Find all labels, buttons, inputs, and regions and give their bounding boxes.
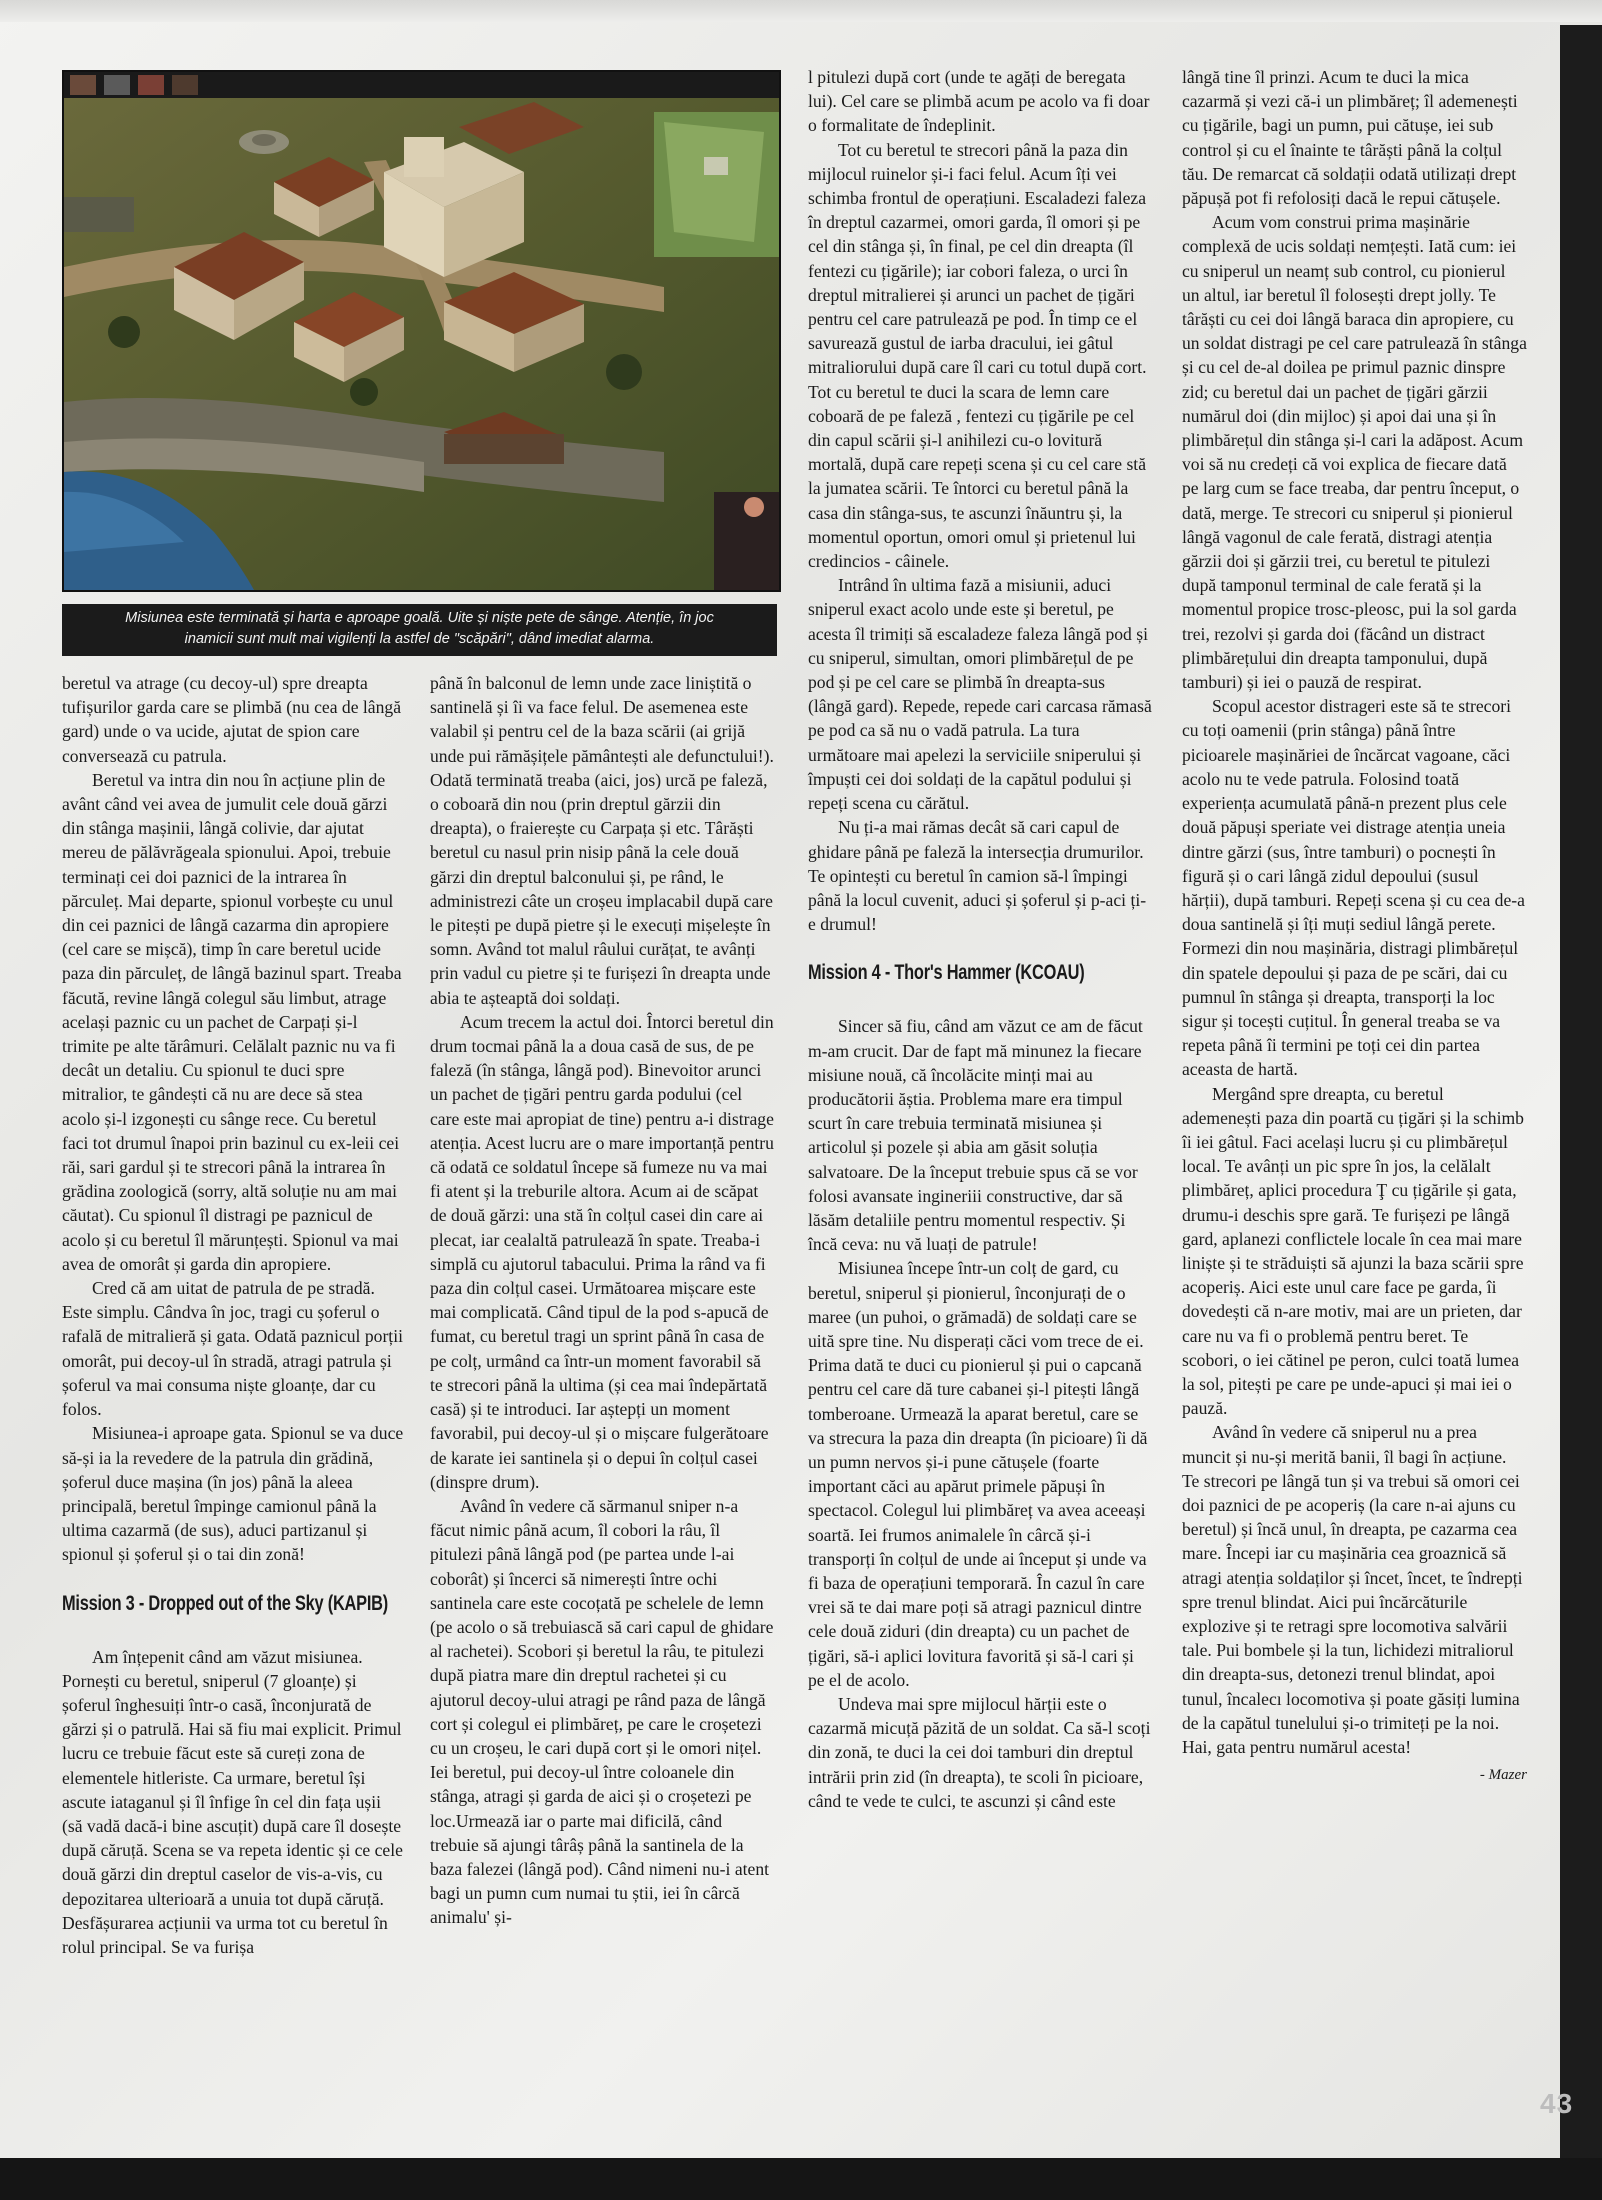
- text-column-1: [62, 671, 404, 1959]
- paragraph: Undeva mai spre mijlocul hărții este o cazarmă micuță păzită de un soldat. Ca să-l scoți din zonă, te duci la cei doi tamburi din dreptul intrării prin zid (în dreapta), te scoli în picioare, când te vede te culci, te ascunzi și când este: [808, 1694, 1151, 1811]
- text-column-2: [430, 671, 775, 1930]
- paragraph: l pitulezi după cort (unde te agăți de beregata lui). Cel care se plimbă acum pe acolo va fi doar o formalitate de îndeplinit.: [808, 67, 1150, 136]
- paragraph: Scopul acestor distrageri este să te strecori cu toți oamenii (prin stânga) până între picioarele mașinăriei de încărcat vagoane, căci acolo nu te vede patrula. Folosind toată experiența acumulată până-n prezent plus cele două păpuși speriate vei distrage atenția uneia dintre gărzi (sus, între tamburi) o pocnești în figură și o cari lângă zidul depoului (susul hărții), după tamburi. Repeți scena și cu cea de-a doua santinelă și îți muți sediul lângă perete. Formezi din nou mașinăria, distragi plimbărețul din spatele depoului și paza de pe scări, dai cu pumnul în stânga și dreapta, transporți la loc sigur și tocești cuțitul. În general treaba se va repeta până îi termini pe toți cei din partea aceasta de hartă.: [1182, 696, 1525, 1080]
- caption-line-1: Misiunea este terminată și harta e aproape goală. Uite și niște pete de sânge. Atenție, în joc: [125, 610, 714, 626]
- paragraph: Acum trecem la actul doi. Întorci beretul din drum tocmai până la a doua casă de sus, de pe faleză (în stânga, lângă pod). Binevoitor arunci un pachet de țigări pentru garda podului (cel care este mai apropiat de tine) pentru a-i distrage atenția. Acest lucru are o mare importanță pentru că odată ce soldatul începe să fumeze nu va mai fi atent și la treburile altora. Acum ai de scăpat de două gărzi: una stă în colțul casei din care ai plecat, iar cealaltă patrulează în spate. Treaba-i simplă cu ajutorul tabacului. Prima la rând va fi paza din colțul casei. Următoarea mișcare este mai complicată. Când tipul de la pod s-apucă de fumat, cu beretul tragi un sprint până în casa de pe colț, urmând ca într-un moment favorabil să te strecori până la ultima (și cea mai îndepărtată casă) și te introduci. Iar aștepți un moment favorabil, pui decoy-ul și o mișcare fulgerătoare de karate iei santinela și o depui în colțul casei (dinspre drum).: [430, 1011, 774, 1492]
- top-border: [0, 0, 1602, 22]
- paragraph: Beretul va intra din nou în acțiune plin de avânt când vei avea de jumulit cele două gărzi din stânga mașinii, lângă colivie, dar ajutat mereu de pălăvrăgeala spionului. Apoi, trebuie terminați cei doi paznici de la intrarea în părculeț. Mai departe, spionul vorbește cu unul din cei paznici de lângă cazarma din apropiere (cel care se mișcă), timp în care beretul ucide paza din părculeț, de lângă bazinul spart. Treaba făcută, revine lângă colegul său limbut, atrage același paznic cu un pachet de Carpați și-l trimite pe alte tărâmuri. Celălalt paznic nu va fi decât un detaliu. Cu spionul te duci spre mitralior, te gândești că nu are dece să stea acolo și-l izgonești cu sânge rece. Cu beretul faci tot drumul înapoi prin bazinul cu ex-leii cei răi, sari gardul și te strecori până la intrarea în grădina zoologică (sorry, altă soluție nu am mai căutat). Cu spionul îl distragi pe paznicul de acolo și cu beretul îl mărunțești. Spionul va mai avea de omorât și garda din apropiere.: [62, 769, 402, 1274]
- paragraph: Nu ți-a mai rămas decât să cari capul de ghidare până pe faleză la intersecția drumurilor. Te opintești cu beretul în camion să-l împingi până la locul cuvenit, aduci și șoferul și p-aci ți-e drumul!: [808, 817, 1147, 935]
- paragraph: beretul va atrage (cu decoy-ul) spre dreapta tufișurilor garda care se plimbă (nu cea de lângă gard) unde o va ucide, ajutat de spion care conversează cu patrula.: [62, 673, 402, 766]
- paragraph: Intrând în ultima fază a misiunii, aduci sniperul exact acolo unde este și beretul, pe acesta îl trimiți să escaladeze faleza lângă pod și cu sniperul, simultan, omori plimbărețul de pe pod și pe cel care se plimbă în dreapta-sus (lângă gard). Repede, repede cari carcasa rămasă pe pod ca să nu o vadă patrula. La tura următoare mai apelezi la serviciile sniperului și împuști cei doi soldați de la capătul podului și repeți scena cu cărătul.: [808, 575, 1152, 814]
- section-heading-mission-3: Mission 3 - Dropped out of the Sky (KAPIB): [62, 1591, 388, 1615]
- author-signature: - Mazer: [1479, 1767, 1527, 1784]
- paragraph: Cred că am uitat de patrula de pe stradă. Este simplu. Cândva în joc, tragi cu șoferul o rafală de mitralieră și gata. Odată paznicul porții omorât, pui decoy-ul în stradă, atragi patrula și șoferul va mai consuma niște gloanțe, dar cu folos.: [62, 1278, 403, 1420]
- game-scene-image: [64, 72, 779, 590]
- paragraph: Având în vedere că sniperul nu a prea muncit și nu-și merită banii, îl bagi în acțiune. Te strecori pe lângă tun și va trebui să omori cei doi paznici de pe acoperiș (la care n-ai ajuns cu beretul) și încă unul, în dreapta, pe cazarma cea mare. Începi iar cu mașinăria cea groaznică să atragi atenția soldaților și încet, încet, te îndrepți spre trenul blindat. Aici pui încărcăturile explozive și te retragi spre locomotiva salvării tale. Pui bombele și la tun, lichidezi mitraliorul din dreapta-sus, detonezi trenul blindat, apoi tunul, încalecı locomotiva și poate găsiți lumina de la capătul tunelului și-o trimiteți pe la noi. Hai, gata pentru numărul acesta!: [1182, 1422, 1523, 1758]
- right-border: [1560, 25, 1602, 2180]
- image-caption: [62, 604, 777, 656]
- text-column-4: [1182, 65, 1527, 1787]
- bottom-border: [0, 2158, 1602, 2200]
- paragraph: Sincer să fiu, când am văzut ce am de făcut m-am crucit. Dar de fapt mă minunez la fiecare misiune nouă, că încolăcite minți mai au producătorii ăștia. Problema mare era timpul scurt în care trebuia terminată misiunea și articolul și pozele și abia am găsit soluția salvatoare. De la început trebuie spus că se vor folosi avansate ingineriii constructive, dar să lăsăm detaliile pentru momentul respectiv. Și încă ceva: nu vă luați de patrule!: [808, 1016, 1143, 1255]
- paragraph: Am înțepenit când am văzut misiunea. Pornești cu beretul, sniperul (7 gloanțe) și șoferul înghesuiți într-o casă, înconjurată de gărzi și o patrulă. Hai să fiu mai explicit. Primul lucru ce trebuie făcut este să cureți zona de elementele hitleriste. Ca urmare, beretul își ascute iataganul și îl înfige în cel din fața ușii (să vadă dacă-i bine ascuțit) după care îl dosește după căruță. Scena se va repeta identic și ce cele două gărzi din dreptul caselor de vis-a-vis, cu depozitarea ulterioară a unuia tot după căruță. Desfășurarea acțiunii va urma tot cu beretul în rolul principal. Se va furișa: [62, 1646, 403, 1957]
- paragraph: Având în vedere că sărmanul sniper n-a făcut nimic până acum, îl cobori la râu, îl pitulezi până lângă pod (pe partea unde l-ai coborât) și încerci să nimerești între ochi santinela care este cocoțată pe schelele de lemn (pe acolo o să trebuiască să cari capul de ghidare al rachetei). Scobori și beretul la râu, te pitulezi după piatra mare din dreptul rachetei și cu ajutorul decoy-ului atragi pe rând paza de lângă cort și colegul ei plimbăreț, pe care le croșetezi cu un croșeu, le cari după cort și le omori nițel. Iei beretul, pui decoy-ul între coloanele din stânga, atragi și garda de aici și o croșetezi pe loc.Urmează iar o parte mai dificilă, când trebuie să ajungi târâș până la santinela de la baza falezei (lângă pod). Când nimeni nu-i atent bagi un pumn cum numai tu știi, iei în cârcă animalu' și-: [430, 1495, 774, 1928]
- caption-line-2: inamicii sunt mult mai vigilenți la astfel de "scăpări", dând imediat alarma.: [184, 631, 655, 647]
- paragraph: Misiunea-i aproape gata. Spionul se va duce să-și ia la revedere de la patrula din grădină, șoferul duce mașina (în jos) până la aleea principală, beretul împinge camionul până la ultima cazarmă (de sus), aduci partizanul și spionul și șoferul și o tai din zonă!: [62, 1423, 404, 1565]
- paragraph: Mergând spre dreapta, cu beretul ademenești paza din poartă cu țigări și la schimb îi iei gâtul. Faci același lucru și cu plimbărețul local. Te avânți un pic spre în jos, la celălalt plimbăreț, aplici procedura Ţ cu țigările și gata, drumu-i deschis spre gară. Te furișezi pe lângă gard, aplanezi conflictele locale în cea mai mare liniște și te străduiști să ajunzi la baza scării spre acoperiș. Aici este unul care face pe garda, îi dovedești că n-are motiv, mai are un prieten, dar care nu va fi o problemă pentru beret. Te scobori, o iei cătinel pe peron, culci toată lumea la sol, pitești pe care pe unde-apuci și mai iei o pauză.: [1182, 1083, 1524, 1419]
- paragraph: până în balconul de lemn unde zace liniștită o santinelă și îi va face felul. De asemenea este valabil și pentru cel de la baza scării (ai grijă unde pui rămășițele pământești ale defunctului!). Odată terminată treaba (aici, jos) urcă pe faleză, o coboară din nou (prin dreptul gărzii din dreapta), o fraierește cu Carpața și etc. Târăști beretul cu nasul prin nisip până la cele două gărzi din dreptul balconului și, pe rând, le administrezi câte un croșeu implacabil după care le pitești pe după pietre și le execuți mișelește în somn. Având tot malul râului curățat, te avânți prin vadul cu pietre și te furișezi în dreapta unde abia te așteaptă doi soldați.: [430, 673, 774, 1008]
- game-screenshot: [62, 70, 781, 592]
- section-heading-mission-4: Mission 4 - Thor's Hammer (KCOAU): [808, 961, 1085, 985]
- page-number: 43: [1540, 2088, 1574, 2119]
- paragraph: Misiunea începe într-un colț de gard, cu beretul, sniperul și pionierul, înconjurați de o maree (un puhoi, o grămadă) de soldați care se uită spre tine. Nu disperați căci vom trece de ei. Prima dată te duci cu pionierul și pui o capcană pentru cel care dă ture cabanei și-l pitești lângă tomberoane. Urmează la aparat beretul, care se va strecura la paza din dreapta (în picioare) îi dă un pumn nervos și-i pune cătușele (foarte important căci au apărut primele păpuși în spectacol. Colegul lui plimbăreț va avea aceeași soartă. Iei frumos animalele în cârcă și-i transporți în colțul de unde ai început și unde va fi baza de operațiuni temporară. În cazul în care vrei să te dai mare poți să atragi paznicul dintre cele două ziduri (din dreapta) cu un pachet de țigări, să-i aplici lovitura favorită și să-l cari și pe el de acolo.: [808, 1258, 1148, 1690]
- paragraph: lângă tine îl prinzi. Acum te duci la mica cazarmă și vezi că-i un plimbăreț; îl ademenești cu țigările, bagi un pumn, pui cătușe, iei sub control și cu el înainte te târăști până la colțul tău. De remarcat că soldații odată utilizați drept păpușă pot fi refolosiți dacă le repui cătușele.: [1182, 67, 1518, 209]
- paragraph: Tot cu beretul te strecori până la paza din mijlocul ruinelor și-i faci felul. Acum îți vei schimba frontul de operațiuni. Escaladezi faleza în dreptul cazarmei, omori garda, îl omori și pe cel din stânga și, în final, pe cel din dreapta (îl fentezi cu țigările); iar cobori faleza, o urci în dreptul mitralierei și arunci un pachet de țigări pentru cel care patrulează pe pod. În timp ce el savurează gustul de iarba dracului, iei gâtul mitraliorului după care îl cari cu totul după cort. Tot cu beretul te duci la scara de lemn care coboară de pe faleză , fentezi cu țigările pe cel din capul scării și-l anihilezi cu-o lovitură mortală, după care repeți scena și cu cel care stă la jumatea scării. Te întorci cu beretul până la casa din stânga-sus, te ascunzi înăuntru și, la momentul oportun, omori omul și prietenul lui credincios - câinele.: [808, 139, 1147, 572]
- paragraph: Acum vom construi prima mașinărie complexă de ucis soldați nemțești. Iată cum: iei cu sniperul un neamț sub control, cu pionierul un altul, iar beretul îl folosești drept jolly. Te târăști cu cei doi lângă baraca din apropiere, cu un soldat distragi pe cel care patrulează în stânga și cu cel de-al doilea pe primul paznic dinspre zid; cu beretul dai un pachet de țigări gărzii numărul doi (din mijloc) și apoi dai una și în plimbărețul din stânga și-l cari la adăpost. Acum voi să nu credeți că voi explica de fiecare dată pe larg cum se face treaba, dar pentru început, o dată, merge. Te strecori cu sniperul și pionierul lângă vagonul de cale ferată, distragi atenția gărzii doi și gărzii trei, cu beretul te pitulezi după tamponul terminal de cale ferată și la momentul propice trosc-pleosc, pui la sol garda trei, rezolvi și garda doi (făcând un distract plimbărețului din dreapta tamponului, după tamburi) și iei o pauză de respirat.: [1182, 212, 1527, 693]
- text-column-3: [808, 65, 1153, 1813]
